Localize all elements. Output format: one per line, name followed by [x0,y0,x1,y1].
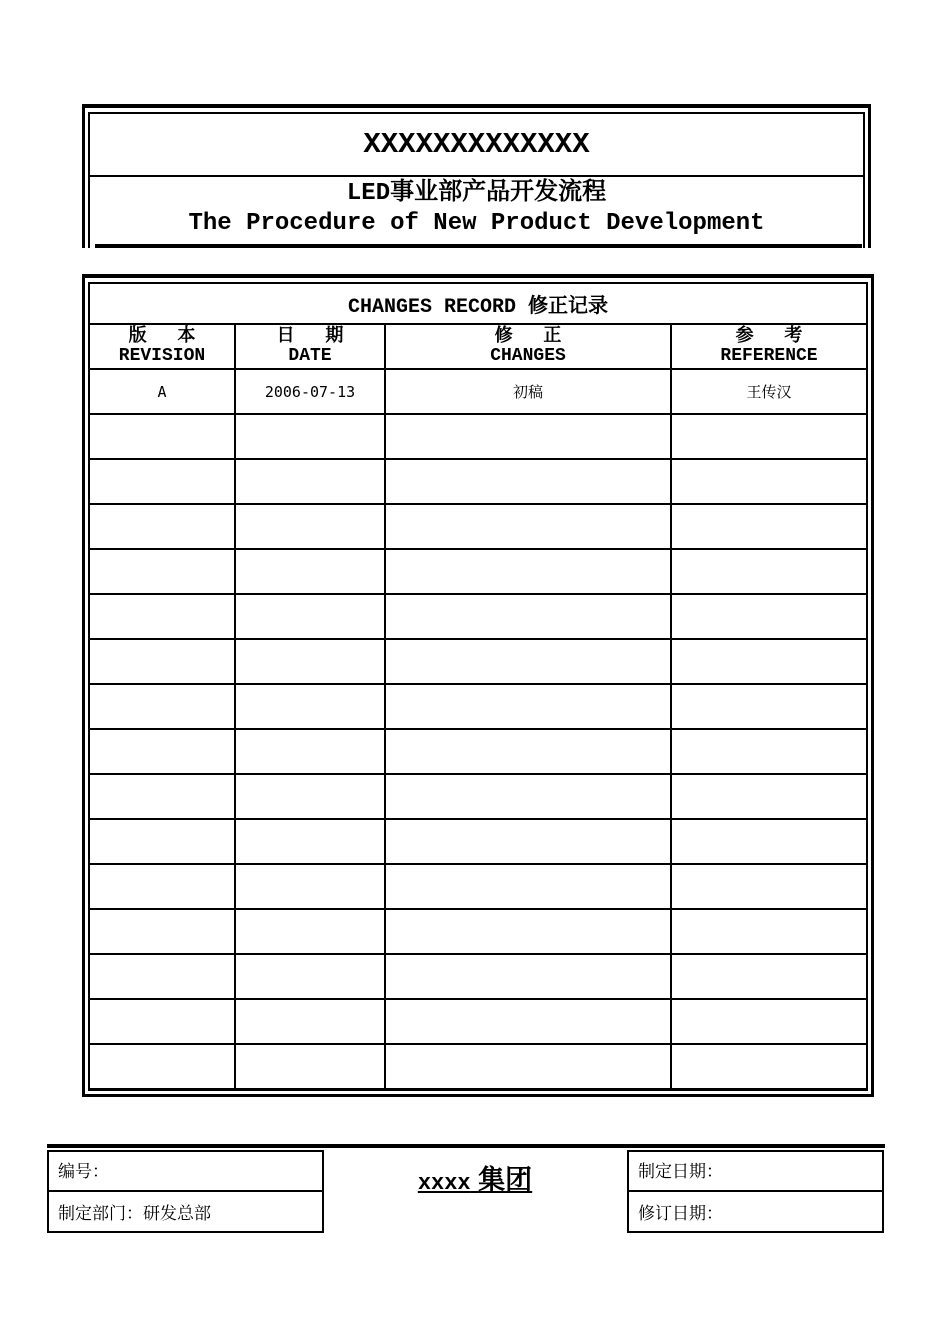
header-date-en: DATE [288,345,332,366]
cell-changes [385,594,671,639]
cell-revision [90,549,235,594]
cell-date [235,504,385,549]
cell-date [235,639,385,684]
table-row [90,594,866,639]
cell-date [235,954,385,999]
header-reference [671,325,866,369]
cell-reference [671,504,866,549]
cell-reference [671,729,866,774]
cell-revision [90,459,235,504]
company-name [330,1158,620,1197]
cell-changes [385,684,671,729]
cell-date [235,459,385,504]
cell-changes [385,774,671,819]
cell-revision [90,504,235,549]
cell-revision [90,819,235,864]
table-row [90,1044,866,1089]
header-changes [385,325,671,369]
cell-changes [385,414,671,459]
cell-changes [385,549,671,594]
cell-date [235,819,385,864]
footer-right-box [627,1150,884,1233]
changes-record-body [90,369,866,1089]
footer-divider [47,1144,885,1148]
cell-revision [90,774,235,819]
company-name-cn: 集团 [478,1165,533,1195]
cell-changes [385,819,671,864]
cell-reference [671,459,866,504]
cell-changes [385,639,671,684]
cell-date: 2006-07-13 [235,369,385,414]
department-label: 制定部门：研发总部 [58,1203,211,1223]
table-row [90,369,866,414]
cell-changes [385,954,671,999]
cell-revision [90,864,235,909]
made-date-label: 制定日期： [629,1152,882,1192]
document-title-block [90,177,863,239]
cell-date [235,864,385,909]
document-title-cn: LED事业部产品开发流程 [346,180,607,207]
cell-reference [671,999,866,1044]
cell-changes [385,729,671,774]
cell-revision [90,1044,235,1089]
document-code: XXXXXXXXXXXXX [90,114,863,177]
cell-date [235,1044,385,1089]
cell-revision [90,414,235,459]
table-row [90,999,866,1044]
changes-record-inner [88,282,868,1091]
document-title-en: The Procedure of New Product Development [188,210,765,237]
cell-date [235,909,385,954]
cell-changes [385,864,671,909]
table-row [90,639,866,684]
cell-revision [90,909,235,954]
header-revision-cn: 版 本 [128,326,206,347]
table-row [90,954,866,999]
header-date [235,325,385,369]
changes-record-title: CHANGES RECORD 修正记录 [90,284,866,325]
changes-record [82,274,874,1097]
table-header-row [90,325,866,369]
document-header-inner [88,112,865,248]
table-row [90,729,866,774]
table-row [90,864,866,909]
cell-reference [671,594,866,639]
cell-changes [385,1044,671,1089]
table-row [90,414,866,459]
cell-reference: 王传汉 [671,369,866,414]
cell-date [235,729,385,774]
cell-changes: 初稿 [385,369,671,414]
company-name-latin: xxxx [417,1171,471,1196]
header-reference-cn: 参 考 [735,326,813,347]
header-changes-en: CHANGES [490,345,566,366]
cell-revision [90,639,235,684]
table-row [90,774,866,819]
cell-reference [671,774,866,819]
cell-date [235,684,385,729]
cell-changes [385,504,671,549]
cell-reference [671,639,866,684]
table-row [90,909,866,954]
table-row [90,459,866,504]
cell-revision [90,594,235,639]
header-revision-en: REVISION [118,345,206,366]
header-date-cn: 日 期 [276,326,354,347]
cell-reference [671,819,866,864]
changes-record-table [90,325,866,1090]
cell-reference [671,549,866,594]
cell-reference [671,414,866,459]
header-revision [90,325,235,369]
cell-reference [671,954,866,999]
cell-date [235,774,385,819]
cell-date [235,594,385,639]
revised-date-label: 修订日期： [638,1203,723,1223]
cell-changes [385,999,671,1044]
header-reference-en: REFERENCE [720,345,818,366]
cell-revision [90,954,235,999]
title-divider [95,244,862,248]
document-header [82,104,871,248]
table-row [90,504,866,549]
cell-reference [671,909,866,954]
cell-changes [385,459,671,504]
cell-changes [385,909,671,954]
cell-reference [671,1044,866,1089]
cell-revision [90,684,235,729]
cell-date [235,999,385,1044]
footer-left-box [47,1150,324,1233]
cell-revision [90,999,235,1044]
cell-reference [671,864,866,909]
document-number-label: 编号： [49,1152,322,1192]
cell-reference [671,684,866,729]
cell-date [235,549,385,594]
cell-date [235,414,385,459]
header-changes-cn: 修 正 [494,326,572,347]
table-row [90,819,866,864]
table-row [90,684,866,729]
cell-revision: A [90,369,235,414]
table-row [90,549,866,594]
cell-revision [90,729,235,774]
